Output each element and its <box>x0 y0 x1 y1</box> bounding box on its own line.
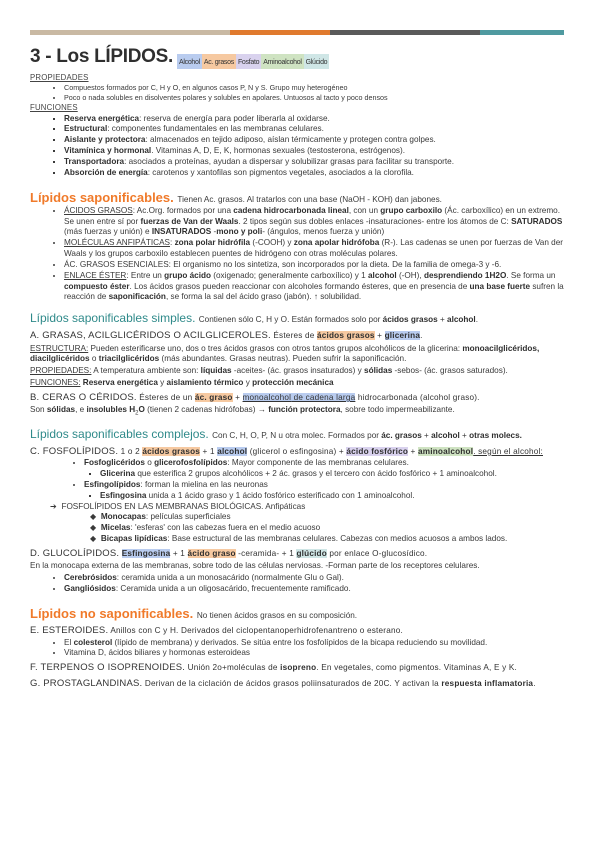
prostaglandinas-heading: G. PROSTAGLANDINAS. Derivan de la ciclación de ácidos grasos poliinsaturados de 20C. Y activan la respuesta inflamatoria. <box>30 677 536 689</box>
saponificables-list <box>30 206 570 303</box>
legend-tags <box>177 54 329 69</box>
list-item: • ÁC. GRASOS ESENCIALES: El organismo no los sintetiza, son incorporados por la dieta. De la familia de omega-3 y -6. <box>64 260 570 271</box>
glucolipidos-heading: D. GLUCOLÍPIDOS. Esfingosina + 1 ácido graso -ceramida- + 1 glúcido por enlace O-glucosídico. <box>30 547 428 559</box>
topbar-segment <box>230 30 330 35</box>
list-item: ▪ Aislante y protectora: almacenados en tejido adiposo, aíslan térmicamente y protegen contra golpes. <box>64 135 570 146</box>
terpenos-heading: F. TERPENOS O ISOPRENOIDES. Unión 2o+moléculas de isopreno. En vegetales, como pigmentos. Vitaminas A, E y K. <box>30 662 518 674</box>
list-item: • Esfingolípidos: forman la mielina en las neuronas ▪ Esfingosina unida a 1 ácido graso y 1 ácido fosfórico esterificado con 1 aminoalcohol. <box>84 480 570 502</box>
diamond-icon: ◆ <box>90 534 97 544</box>
list-item: ◆ Monocapas: películas superficiales <box>90 512 231 522</box>
list-item: • Fosfoglicéridos o glicerofosfolípidos: Mayor componente de las membranas celulares. ▪ Glicerina que esterifica 2 grupos alcohólicos + 2 ác. grasos y el tercero con ácido fosfórico + 1 aminoalcohol. <box>84 458 570 480</box>
esteroides-list <box>30 638 570 660</box>
topbar-segment <box>480 30 564 35</box>
list-item: • Compuestos formados por C, H y O, en algunos casos P, N y S. Grupo muy heterogéneo <box>64 83 570 93</box>
sub-list <box>84 491 570 502</box>
heading-simples: Lípidos saponificables simples. Contienen sólo C, H y O. Están formados solo por ácidos grasos + alcohol. <box>30 311 478 326</box>
list-item: • MOLÉCULAS ANFIPÁTICAS: zona polar hidrófila (-COOH) y zona apolar hidrófoba (R-). Las cadenas se unen por fuerzas de Van der Waals y los grupos carboxilo establecen puentes de hidrógeno con otras moléculas polares. <box>64 238 570 260</box>
topbar-segment <box>140 30 230 35</box>
heading-complejos: Lípidos saponificables complejos. Con C, H, O, P, N u otra molec. Formados por ác. grasos + alcohol + otras molecs. <box>30 426 522 441</box>
funciones-list <box>30 114 570 179</box>
tag-alcohol: Alcohol <box>177 54 202 69</box>
heading-saponificables: Lípidos saponificables. Tienen Ac. grasos. Al tratarlos con una base (NaOH - KOH) dan jabones. <box>30 189 442 205</box>
list-item: • Cerebrósidos: ceramida unida a un monosacárido (normalmente Glu o Gal). <box>64 573 570 584</box>
list-item: • Poco o nada solubles en disolventes polares y solubles en apolares. Untuosos al tacto y poco densos <box>64 93 570 103</box>
list-item: ◆ Micelas: 'esferas' con las cabezas fuera en el medio acuoso <box>90 523 321 533</box>
list-item: • ENLACE ÉSTER: Entre un grupo ácido (oxigenado; generalmente carboxílico) y 1 alcohol (-OH), desprendiendo 1H2O. Se forma un compuesto éster. Los ácidos grasos pueden reaccionar con alcoholes formando ésteres, que en presencia de una base fuerte sufren la reacción de saponificación, se forma la sal del ácido graso (jabón). ↑ solubilidad. <box>64 271 570 303</box>
topbar-segment <box>30 30 140 35</box>
list-item: • Vitamina D, ácidos biliares y hormonas esteroideas <box>64 648 570 659</box>
title-text: 3 - Los LÍPIDOS. <box>30 46 173 67</box>
arrow-icon: ➔ <box>50 501 57 511</box>
section-funciones: FUNCIONES <box>30 103 78 113</box>
list-item: ▪ Glicerina que esterifica 2 grupos alcohólicos + 2 ác. grasos y el tercero con ácido fosfórico + 1 aminoalcohol. <box>100 469 570 480</box>
ceras-heading: B. CERAS O CÉRIDOS. Ésteres de un ác. graso + monoalcohol de cadena larga hidrocarbonada (alcohol graso). <box>30 391 480 403</box>
section-propiedades: PROPIEDADES <box>30 73 89 83</box>
diamond-icon: ◆ <box>90 523 97 533</box>
diamond-icon: ◆ <box>90 512 97 522</box>
document-page <box>30 44 570 690</box>
list-item: • ÁCIDOS GRASOS: Ac.Org. formados por una cadena hidrocarbonada lineal, con un grupo carboxilo (Ác. carboxílico) en un extremo. Se unen entre sí por fuerzas de Van der Waals. 2 tipos según sus dobles enlaces -insaturaciones- entre los átomos de C: SATURADOS (más fuerzas y unión) e INSATURADOS -mono y poli- (ángulos, menos fuerza y unión) <box>64 206 570 238</box>
page-title <box>30 44 570 69</box>
propiedades-list <box>30 83 570 102</box>
tag-ac-grasos: Ac. grasos <box>202 54 236 69</box>
list-item: • El colesterol (lípido de membrana) y derivados. Se sitúa entre los fosfolípidos de la bicapa reduciendo su movilidad. <box>64 638 570 649</box>
glucolipidos-paragraph: En la monocapa externa de las membranas, sobre todo de las células nerviosas. -Forman parte de los receptores celulares. <box>30 561 480 571</box>
funciones-paragraph: FUNCIONES: Reserva energética y aislamiento térmico y protección mecánica <box>30 378 334 388</box>
top-color-bar <box>30 30 564 35</box>
fosfolipidos-list <box>30 458 570 501</box>
glucolipidos-list <box>30 573 570 595</box>
list-item: ▪ Vitamínica y hormonal. Vitaminas A, D, E, K, hormonas sexuales (testosterona, estrógenos). <box>64 146 570 157</box>
heading-no-saponificables: Lípidos no saponificables. No tienen ácidos grasos en su composición. <box>30 605 358 621</box>
list-item: ▪ Esfingosina unida a 1 ácido graso y 1 ácido fosfórico esterificado con 1 aminoalcohol. <box>100 491 570 502</box>
tag-aminoalcohol: Aminoalcohol <box>261 54 303 69</box>
list-item: ▪ Transportadora: asociados a proteínas, ayudan a dispersar y solubilizar grasas para facilitar su transporte. <box>64 157 570 168</box>
list-item: ◆ Bicapas lipídicas: Base estructural de las membranas celulares. Cabezas con medios acuosos a ambos lados. <box>90 534 508 544</box>
ceras-paragraph: Son sólidas, e insolubles $H_2O$ (tienen 2 cadenas hidrófobas) → función protectora, sobre todo impermeabilizante. <box>30 405 455 418</box>
propiedades-paragraph: PROPIEDADES: A temperatura ambiente son: líquidas -aceites- (ác. grasos insaturados) y sólidas -sebos- (ác. grasos saturados). <box>30 366 508 376</box>
fosfolipidos-heading: C. FOSFOLÍPIDOS. 1 o 2 ácidos grasos + 1 alcohol (glicerol o esfingosina) + ácido fosfórico + aminoalcohol. según el alcohol: <box>30 445 543 457</box>
estructura-paragraph: ESTRUCTURA: Pueden esterificarse uno, dos o tres ácidos grasos con otros tantos grupos alcohólicos de la glicerina: monoacilglicéridos, diacilglicéridos o triacilglicéridos (más abundantes. Grasas neutras). Pueden sufrir la saponificación. <box>30 343 540 364</box>
esteroides-heading: E. ESTEROIDES. Anillos con C y H. Derivados del ciclopentanoperhidrofenantreno o esterano. <box>30 625 403 637</box>
membranas-line: ➔ FOSFOLÍPIDOS EN LAS MEMBRANAS BIOLÓGICAS. Anfipáticas <box>50 501 306 511</box>
list-item: ▪ Absorción de energía: carotenos y xantofilas son pigmentos vegetales, asociados a la clorofila. <box>64 168 570 179</box>
list-item: ▪ Reserva energética: reserva de energía para poder liberarla al oxidarse. <box>64 114 570 125</box>
list-item: • Gangliósidos: Ceramida unida a un oligosacárido, frecuentemente ramificado. <box>64 584 570 595</box>
sub-list <box>84 469 570 480</box>
tag-glucido: Glúcido <box>304 54 330 69</box>
topbar-segment <box>330 30 480 35</box>
grasas-heading: A. GRASAS, ACILGLICÉRIDOS O ACILGLICEROLES. Ésteres de ácidos grasos + glicerina. <box>30 330 423 342</box>
list-item: ▪ Estructural: componentes fundamentales en las membranas celulares. <box>64 124 570 135</box>
tag-fosfato: Fosfato <box>236 54 261 69</box>
